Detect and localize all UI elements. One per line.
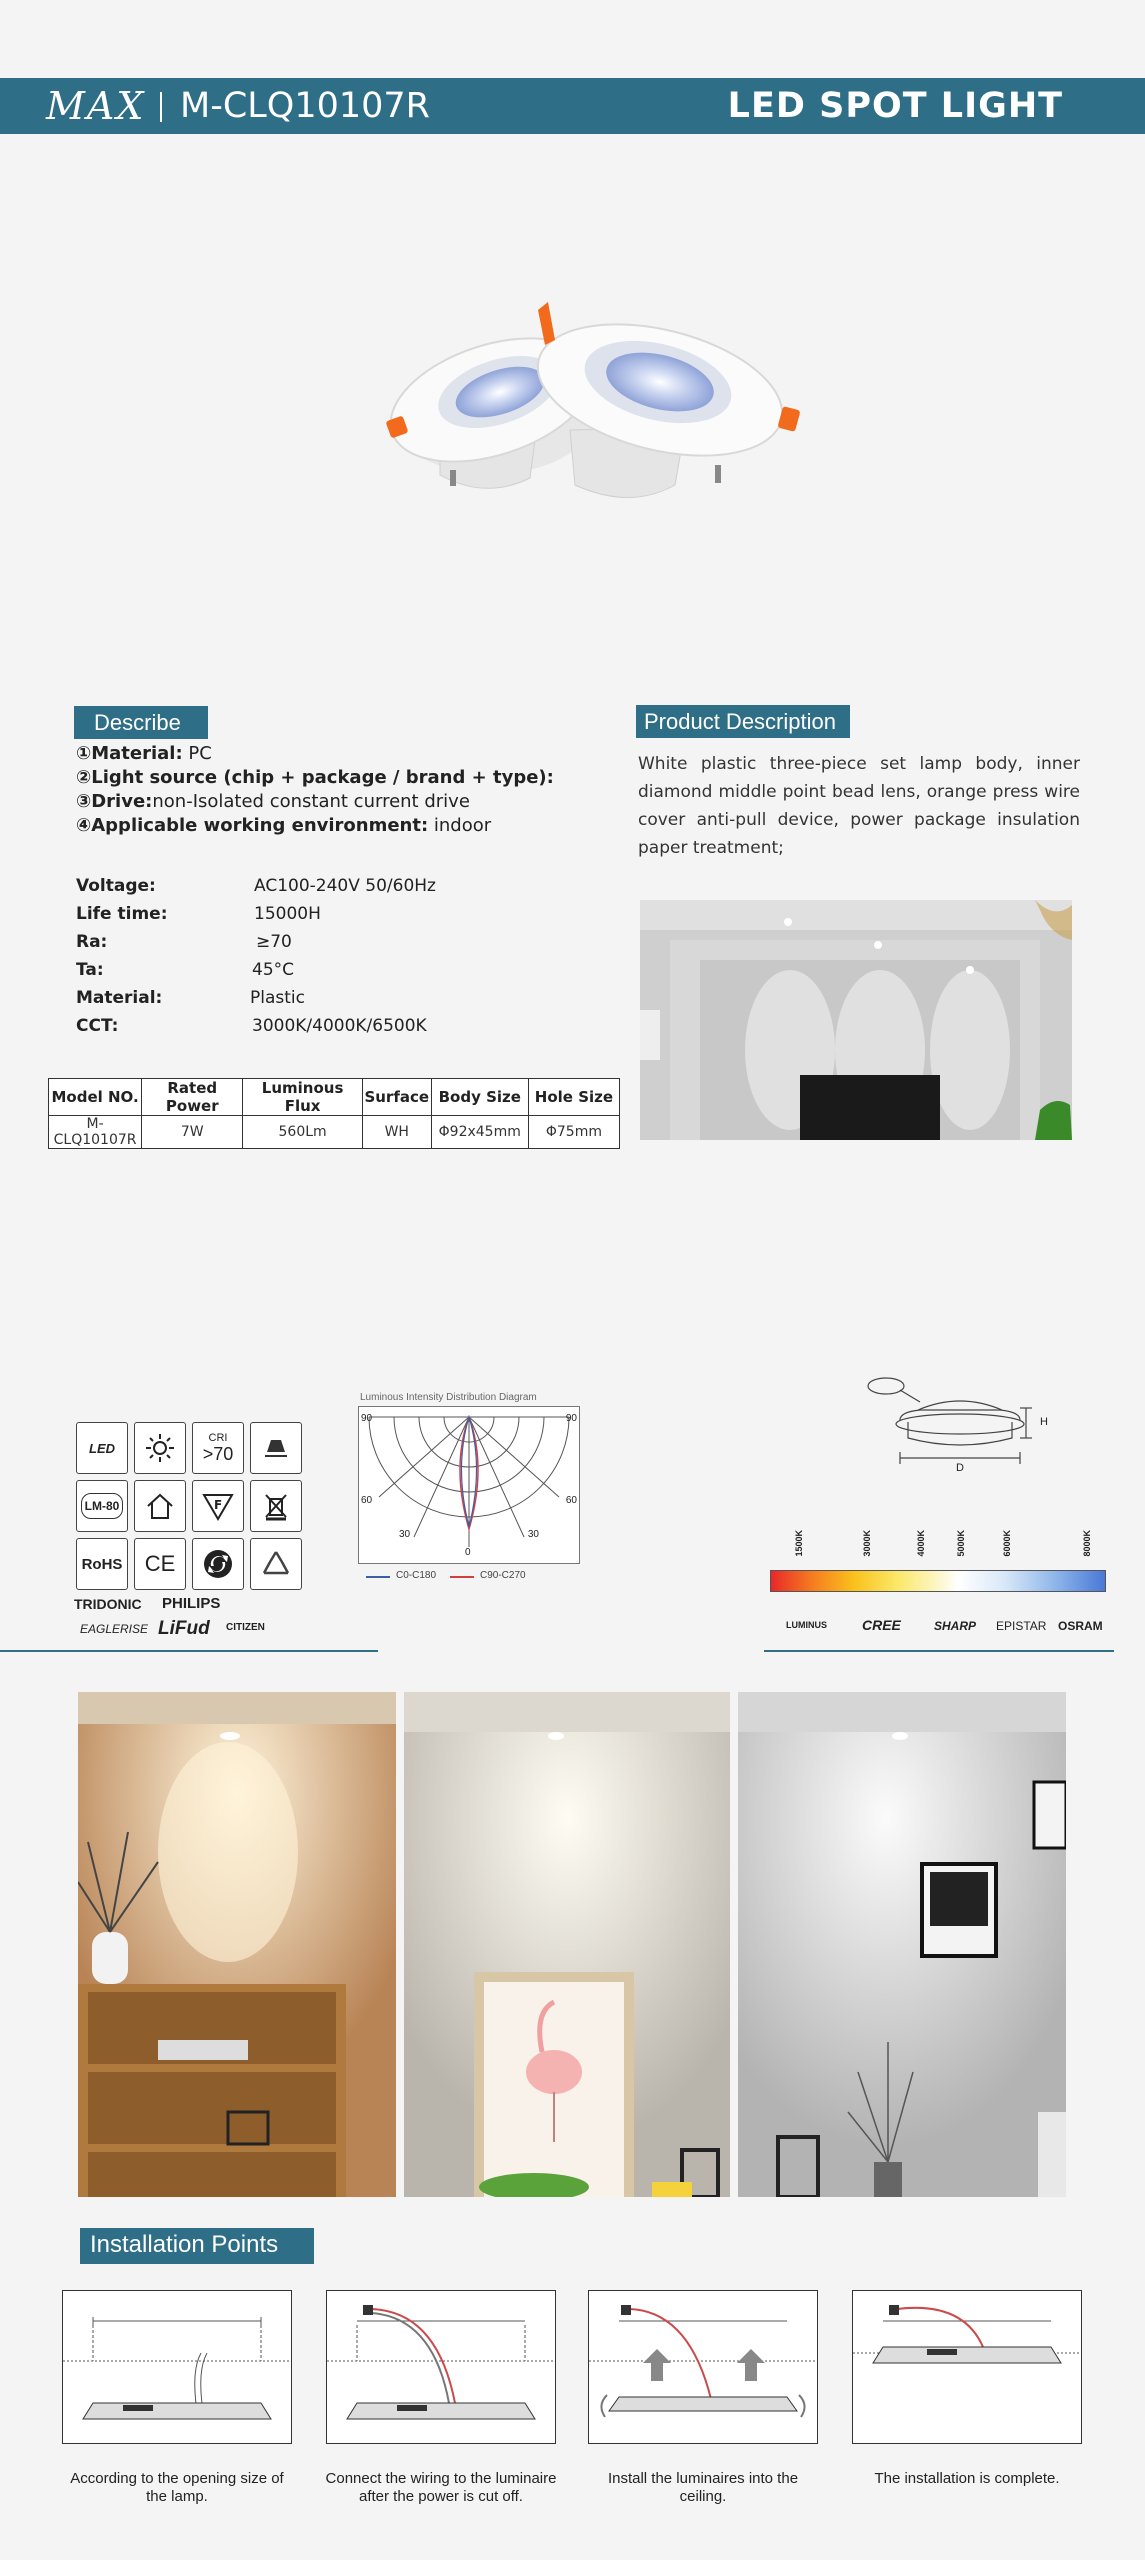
cct-label: 3000K xyxy=(862,1530,872,1557)
polar-legend xyxy=(366,1570,616,1584)
product-type: LED SPOT LIGHT xyxy=(727,86,1063,126)
spec-row: Ta: 45°C xyxy=(76,960,295,980)
table-cell: M-CLQ10107R xyxy=(49,1116,142,1149)
table-row xyxy=(49,1116,620,1149)
table-cell: 7W xyxy=(142,1116,243,1149)
product-image xyxy=(370,300,810,520)
legend-line-c90 xyxy=(450,1576,474,1578)
polar-label: 90 xyxy=(565,1413,577,1424)
product-description-title: Product Description xyxy=(636,705,850,738)
cct-label: 4000K xyxy=(916,1530,926,1557)
spec-table xyxy=(48,1078,620,1149)
product-description-text: White plastic three-piece set lamp body, inner diamond middle point bead lens, orange press wire cover anti-pull device, power package insulation paper treatment; xyxy=(638,754,1080,858)
spec-row: Ra: ≥70 xyxy=(76,932,292,952)
describe-line-environment: ④Applicable working environment: indoor xyxy=(76,815,492,836)
spec-row: Material: Plastic xyxy=(76,988,305,1008)
spec-row: Voltage: AC100-240V 50/60Hz xyxy=(76,876,436,896)
table-header: Luminous Flux xyxy=(243,1079,362,1116)
recycle-icon xyxy=(250,1538,302,1590)
install-step-1-caption: According to the opening size of the lamp. xyxy=(70,2470,284,2505)
spec-row: CCT: 3000K/4000K/6500K xyxy=(76,1016,427,1036)
dimension-d-label: D xyxy=(956,1462,964,1474)
polar-label: 60 xyxy=(565,1495,577,1506)
describe-line-drive: ③Drive:non-Isolated constant current drive xyxy=(76,791,470,812)
lm80-icon: LM-80 xyxy=(76,1480,128,1532)
brand-cree: CREE xyxy=(862,1617,901,1633)
table-cell: Φ92x45mm xyxy=(431,1116,528,1149)
table-header: Hole Size xyxy=(528,1079,619,1116)
brand-osram: OSRAM xyxy=(1058,1619,1103,1633)
svg-text:F: F xyxy=(214,1498,223,1512)
installation-title: Installation Points xyxy=(80,2228,314,2264)
legend-label-c0: C0-C180 xyxy=(396,1570,437,1581)
application-photo-flamingo xyxy=(404,1692,730,2197)
recycle-arrow-icon xyxy=(192,1538,244,1590)
brand-citizen: CITIZEN xyxy=(226,1622,265,1633)
room-photo xyxy=(640,900,1072,1140)
polar-label: 0 xyxy=(465,1547,471,1558)
cct-gradient xyxy=(770,1570,1106,1592)
install-step-3 xyxy=(588,2290,818,2444)
cct-label: 8000K xyxy=(1082,1530,1092,1557)
polar-label: 90 xyxy=(361,1413,373,1424)
chip-brands-right xyxy=(770,1618,1106,1636)
brand-luminus: LUMINUS xyxy=(786,1620,827,1630)
polar-label: 60 xyxy=(361,1495,373,1506)
model-number: M-CLQ10107R xyxy=(180,86,430,126)
brand-tridonic: TRIDONIC xyxy=(74,1596,142,1612)
install-step-1 xyxy=(62,2290,292,2444)
right-divider xyxy=(764,1650,1114,1652)
legend-label-c90: C90-C270 xyxy=(480,1570,526,1581)
describe-line-light-source: ②Light source (chip + package / brand + type): xyxy=(76,767,554,788)
brand-sharp: SHARP xyxy=(934,1619,977,1633)
install-step-4 xyxy=(852,2290,1082,2444)
spec-list xyxy=(76,876,596,1044)
ce-icon: CE xyxy=(134,1538,186,1590)
application-photo-shelf xyxy=(78,1692,396,2197)
dimension-drawing xyxy=(860,1372,1060,1478)
sun-icon xyxy=(134,1422,186,1474)
brand-epistar: EPISTAR xyxy=(996,1619,1047,1633)
cct-label: 1500K xyxy=(794,1530,804,1557)
cct-label: 5000K xyxy=(956,1530,966,1557)
table-header: Rated Power xyxy=(142,1079,243,1116)
install-step-2-caption: Connect the wiring to the luminaire after the power is cut off. xyxy=(325,2470,557,2505)
table-header-row xyxy=(49,1079,620,1116)
polar-label: 30 xyxy=(527,1529,539,1540)
dimension-h-label: H xyxy=(1040,1416,1048,1428)
describe-list xyxy=(76,742,636,838)
install-step-2 xyxy=(326,2290,556,2444)
describe-line-material: ①Material: PC xyxy=(76,743,212,764)
spec-row: Life time: 15000H xyxy=(76,904,321,924)
ceiling-lamp-icon xyxy=(250,1422,302,1474)
polar-diagram xyxy=(358,1406,580,1564)
brand-logo: MAX xyxy=(46,84,146,128)
brand-philips: PHILIPS xyxy=(162,1595,221,1612)
f-mark-icon xyxy=(192,1480,244,1532)
describe-title: Describe xyxy=(74,706,208,739)
table-cell: Φ75mm xyxy=(528,1116,619,1149)
brand-lifud: LiFud xyxy=(158,1618,210,1639)
table-header: Model NO. xyxy=(49,1079,142,1116)
table-header: Body Size xyxy=(431,1079,528,1116)
left-divider xyxy=(0,1650,378,1652)
cct-label: 6000K xyxy=(1002,1530,1012,1557)
table-header: Surface xyxy=(362,1079,431,1116)
polar-label: 30 xyxy=(399,1529,411,1540)
rohs-icon: RoHS xyxy=(76,1538,128,1590)
legend-line-c0 xyxy=(366,1576,390,1578)
table-cell: WH xyxy=(362,1116,431,1149)
chip-brands-left xyxy=(74,1596,314,1646)
no-bin-icon xyxy=(250,1480,302,1532)
polar-title: Luminous Intensity Distribution Diagram xyxy=(360,1392,537,1403)
house-icon xyxy=(134,1480,186,1532)
header-banner xyxy=(0,78,1145,134)
install-step-3-caption: Install the luminaires into the ceiling. xyxy=(607,2470,799,2505)
led-icon: LED xyxy=(76,1422,128,1474)
install-step-4-caption: The installation is complete. xyxy=(874,2470,1060,2487)
table-cell: 560Lm xyxy=(243,1116,362,1149)
brand-eaglerise: EAGLERISE xyxy=(80,1622,149,1636)
application-photo-artwork xyxy=(738,1692,1066,2197)
cri-icon: CRI >70 xyxy=(192,1422,244,1474)
header-divider xyxy=(160,92,162,122)
cct-bar xyxy=(770,1530,1106,1590)
